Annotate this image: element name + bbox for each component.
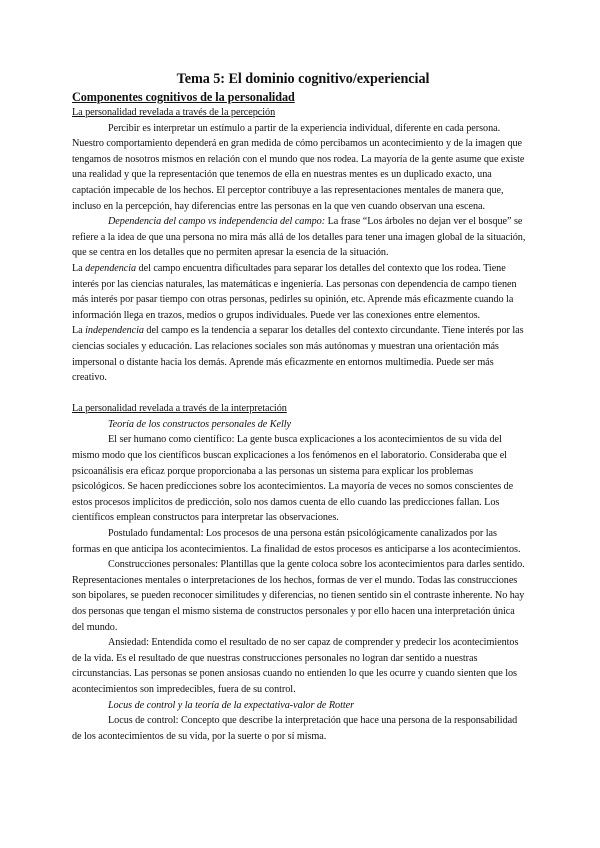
independence-prefix: La — [72, 325, 86, 337]
personal-constructs-paragraph: Construcciones personales: Plantillas que la gente coloca sobre los acontecimientos para darles sentido. Representaciones mentales o interpretaciones de los hechos, formas de ver el mundo. Todas las construcciones son bipolares, se pueden reconocer similitudes y diferencias, no tienen sentido sin el contraste inherente. No hay dos personas que tengan el mismo sistema de constructos personales y por ello hacen una interpretación única del mundo. — [72, 559, 525, 633]
perception-paragraph-1: Percibir es interpretar un estímulo a partir de la experiencia individual, diferente en cada persona. Nuestro comportamiento dependerá en gran medida de cómo percibamos un acontecimiento y de la imagen que tengamos de nosotros mismos en relación con el mundo que nos rodea. La mayoría de la gente asume que existe una realidad y que la representación que tenemos de ella en nuestras mentes es un duplicado exacto, una captación impecable de los hechos. El perceptor contribuye a las representaciones mentales de manera que, incluso en la percepción, hay diferencias entre las personas en la que ven cuando observan una escena. — [72, 122, 525, 212]
field-dependence-text: La frase “Los árboles no dejan ver el bosque” se refiere a la idea de que una persona no mira más allá de los detalles para tener una imagen global de la situación, que se centra en los detalles que no permiten apresar la esencia de la situación. — [72, 216, 526, 259]
field-dependence-paragraph — [72, 214, 526, 261]
locus-of-control-paragraph: Locus de control: Concepto que describe la interpretación que hace una persona de la responsabilidad de los acontecimientos de su vida, por la suerte o por sí misma. — [72, 715, 518, 742]
perception-heading: La personalidad revelada a través de la percepción — [72, 107, 276, 118]
dependence-term: dependencia — [85, 262, 137, 274]
spacer — [72, 386, 526, 402]
rotter-subheading: Locus de control y la teoría de la expectativa-valor de Rotter — [108, 699, 355, 711]
field-dependence-term: Dependencia del campo vs independencia del campo: — [108, 216, 326, 228]
section-heading: Componentes cognitivos de la personalidad — [72, 90, 295, 104]
interpretation-heading: La personalidad revelada a través de la interpretación — [72, 403, 287, 415]
scientist-paragraph: El ser humano como científico: La gente busca explicaciones a los acontecimientos de su vida del mismo modo que los científicos buscan explicaciones a los fenómenos en el laboratorio. Consideraba que el psicoanálisis era eficaz porque proporcionaba a las personas un sistema para explicar los problemas psicológicos. Se hacen predicciones sobre los acontecimientos. La mayoría de veces no somos conscientes de estos procesos implícitos de predicción, solo nos damos cuenta de ello cuando las predicciones fallan. Los científicos emplean constructos para interpretar las observaciones. — [72, 434, 514, 524]
dependence-paragraph — [72, 261, 526, 323]
document-page — [72, 70, 526, 744]
independence-term: independencia — [85, 325, 144, 337]
kelly-subheading: Teoría de los constructos personales de Kelly — [108, 418, 291, 430]
fundamental-postulate-paragraph: Postulado fundamental: Los procesos de una persona están psicológicamente canalizados por las formas en que anticipa los acontecimientos. La finalidad de estos procesos es anticiparse a los acontecimientos. — [72, 528, 521, 555]
dependence-text: del campo encuentra dificultades para separar los detalles del contexto que los rodea. Tiene interés por las ciencias naturales, las matemáticas e ingeniería. Las personas con dependencia de campo tienen más interés por pasar tiempo con otras personas, pedirles su opinión, etc. Aprende más eficazmente cuando la información llega en trazos, medios o grupos individuales. Puede ver las conexiones entre elementos. — [72, 262, 517, 321]
dependence-prefix: La — [72, 262, 86, 274]
anxiety-paragraph: Ansiedad: Entendida como el resultado de no ser capaz de comprender y predecir los acontecimientos de la vida. Es el resultado de que nuestras construcciones personales no logran dar sentido a nuestras circunstancias. Las personas se ponen ansiosas cuando no entienden lo que les ocurre y cuando sienten que los acontecimientos son impredecibles, fuera de su control. — [72, 637, 519, 695]
independence-text: del campo es la tendencia a separar los detalles del contexto circundante. Tiene interés por las ciencias sociales y educación. Las relaciones sociales son más autónomas y muestran una orientación más impersonal o distante hacia los demás. Aprende más eficazmente en entornos multimedia. Puede ser más creativo. — [72, 325, 524, 384]
page-title: Tema 5: El dominio cognitivo/experiencial — [176, 71, 430, 87]
independence-paragraph — [72, 323, 526, 385]
